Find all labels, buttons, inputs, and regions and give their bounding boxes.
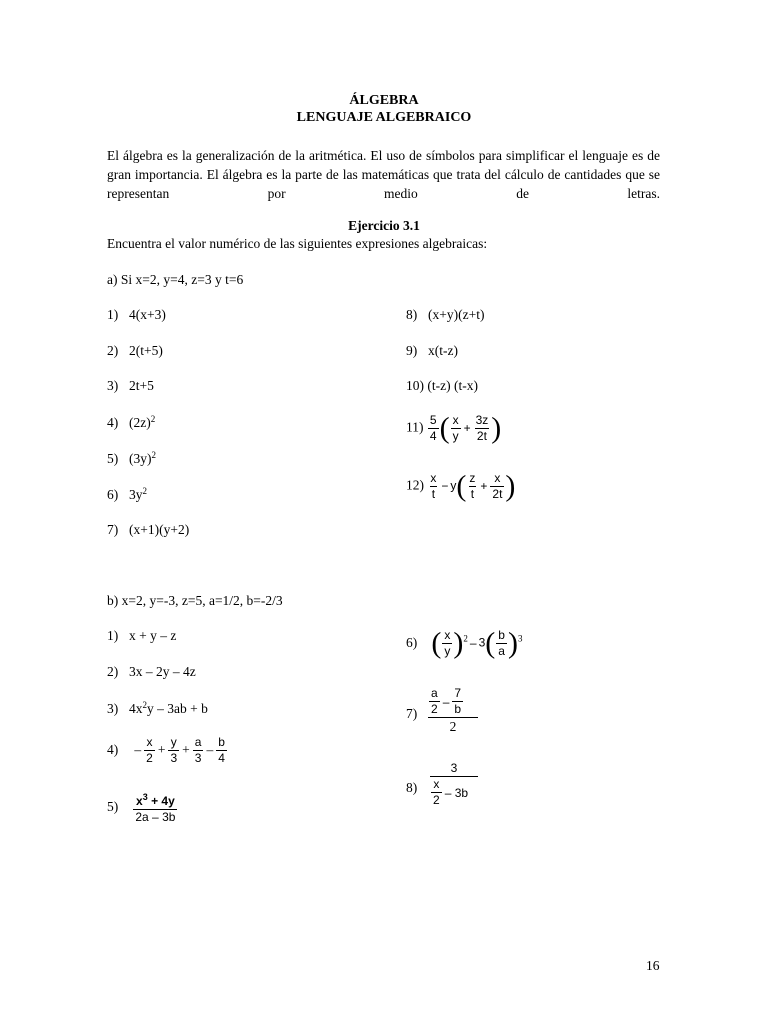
item-number: 4) — [107, 415, 119, 430]
exponent: 2 — [151, 450, 156, 460]
fraction: $\frac{x^3 + 4y}{2a - 3b}$ — [135, 792, 176, 824]
exercise-b-7-number: 7) — [406, 706, 418, 721]
fraction: $\frac{5}{4}$ — [429, 413, 437, 443]
exercise-a-4 — [107, 414, 155, 431]
exercise-a-5 — [107, 450, 156, 467]
exercise-a-2 — [107, 343, 163, 359]
denominator: 2 — [428, 717, 478, 736]
expression-pre: 4x — [129, 701, 143, 716]
exercise-a-6 — [107, 486, 147, 503]
plus-sign: + — [480, 478, 488, 493]
expression: 2t+5 — [129, 378, 154, 393]
item-number: 6) — [107, 487, 119, 502]
right-paren: ) — [507, 626, 518, 660]
fraction: $\frac{z}{t}$ — [469, 471, 476, 501]
fraction: $\frac{y}{3}$ — [170, 735, 178, 765]
left-paren: ( — [485, 626, 496, 660]
expression-post: y – 3ab + b — [147, 701, 208, 716]
item-number: 1) — [107, 307, 119, 322]
right-paren: ) — [453, 626, 464, 660]
expression: (x+1)(y+2) — [129, 522, 190, 537]
plus-sign: + — [463, 420, 471, 435]
fraction: $\frac{x}{2}$ — [433, 777, 440, 807]
exponent: 2 — [142, 486, 147, 496]
denominator — [430, 776, 478, 808]
expression-base: (3y) — [129, 451, 152, 466]
minus-sign: – — [206, 741, 214, 757]
fraction: $\frac{x}{y}$ — [452, 413, 459, 443]
minus-term: – 3b — [444, 785, 469, 800]
left-paren: ( — [431, 626, 442, 660]
exercise-a-11 — [406, 413, 501, 444]
expression: (x+y)(z+t) — [428, 307, 485, 322]
exponent: 2 — [150, 414, 156, 424]
exercise-a-7 — [107, 522, 189, 538]
item-number: 10) — [406, 378, 424, 393]
item-number: 12) — [406, 477, 424, 493]
expression: 3x – 2y – 4z — [129, 664, 196, 679]
fraction: $\frac{b}{a}$ — [498, 628, 505, 658]
page-number: 16 — [646, 958, 660, 973]
fraction: $\frac{x}{2}$ — [146, 735, 153, 765]
numerator: 3 — [450, 761, 458, 775]
item-number: 2) — [107, 343, 119, 358]
coefficient: 3 — [478, 635, 486, 650]
exercise-title: Ejercicio 3.1 — [348, 218, 420, 233]
exercise-a-1 — [107, 307, 166, 323]
fraction: $\frac{3z}{2t}$ — [475, 413, 489, 443]
exercise-b-3 — [107, 700, 208, 717]
exercise-a-8 — [406, 307, 484, 323]
right-paren: ) — [505, 469, 516, 503]
right-paren: ) — [491, 411, 502, 445]
fraction: $\frac{b}{4}$ — [218, 735, 225, 765]
variable: y — [450, 478, 457, 493]
minus-sign: – — [442, 694, 450, 709]
fraction: $\frac{7}{b}$ — [454, 686, 462, 716]
expression-base: (2z) — [129, 415, 151, 430]
intro-paragraph: El álgebra es la generalización de la aritmética. El uso de símbolos para simplificar el lenguaje es de gran importancia. El álgebra es la parte de las matemáticas que trata del cálculo de cantidades que se representan por medio de letras. — [107, 148, 660, 201]
item-number: 6) — [406, 634, 418, 650]
expression-base: 3y — [129, 487, 143, 502]
exercise-b-8-number: 8) — [406, 780, 418, 795]
exercise-a-3 — [107, 378, 154, 394]
plus-sign: + — [157, 741, 166, 757]
item-number: 5) — [107, 798, 119, 814]
expression: x + y – z — [129, 628, 177, 643]
fraction: $\frac{x}{y}$ — [444, 628, 451, 658]
minus-sign: − — [441, 478, 449, 493]
item-number: 3) — [107, 701, 119, 716]
minus-sign: – — [469, 635, 477, 650]
minus-sign: – — [134, 741, 142, 757]
item-number: 9) — [406, 343, 418, 358]
page-title: ÁLGEBRA — [349, 93, 419, 108]
expression: 2(t+5) — [129, 343, 163, 358]
exercise-a-9 — [406, 343, 458, 359]
exponent: 3 — [517, 633, 523, 644]
expression: x(t-z) — [428, 343, 458, 358]
page-subtitle: LENGUAJE ALGEBRAICO — [296, 110, 472, 125]
item-number: 8) — [406, 307, 418, 322]
part-a-header: a) Si x=2, y=4, z=3 y t=6 — [107, 272, 244, 287]
item-number: 2) — [107, 664, 119, 679]
item-number: 4) — [107, 741, 119, 757]
exercise-b-7 — [428, 686, 478, 736]
item-number: 7) — [107, 522, 119, 537]
exercise-instruction: Encuentra el valor numérico de las siguientes expresiones algebraicas: — [107, 236, 488, 251]
exercise-b-2 — [107, 664, 196, 680]
exercise-b-5 — [107, 790, 178, 825]
item-number: 11) — [406, 419, 424, 435]
fraction: $\frac{a}{2}$ — [431, 686, 438, 716]
item-number: 5) — [107, 451, 119, 466]
exercise-b-6 — [406, 628, 522, 659]
exponent: 2 — [142, 700, 147, 710]
exercise-a-10 — [406, 378, 478, 394]
left-paren: ( — [456, 469, 467, 503]
plus-sign: + — [182, 741, 190, 757]
exercise-b-8 — [430, 760, 478, 808]
exercise-b-4 — [107, 735, 228, 766]
exponent: 2 — [463, 633, 468, 644]
item-number: 3) — [107, 378, 119, 393]
left-paren: ( — [439, 411, 450, 445]
expression: (t-z) (t-x) — [427, 378, 478, 393]
exercise-a-12 — [406, 471, 515, 502]
expression: 4(x+3) — [129, 307, 166, 322]
numerator — [428, 686, 478, 717]
fraction: $\frac{a}{3}$ — [194, 735, 202, 765]
item-number: 1) — [107, 628, 119, 643]
fraction: $\frac{x}{2t}$ — [492, 471, 503, 501]
part-b-header: b) x=2, y=-3, z=5, a=1/2, b=-2/3 — [107, 593, 283, 608]
exercise-b-1 — [107, 628, 176, 644]
fraction: $\frac{x}{t}$ — [430, 471, 437, 501]
